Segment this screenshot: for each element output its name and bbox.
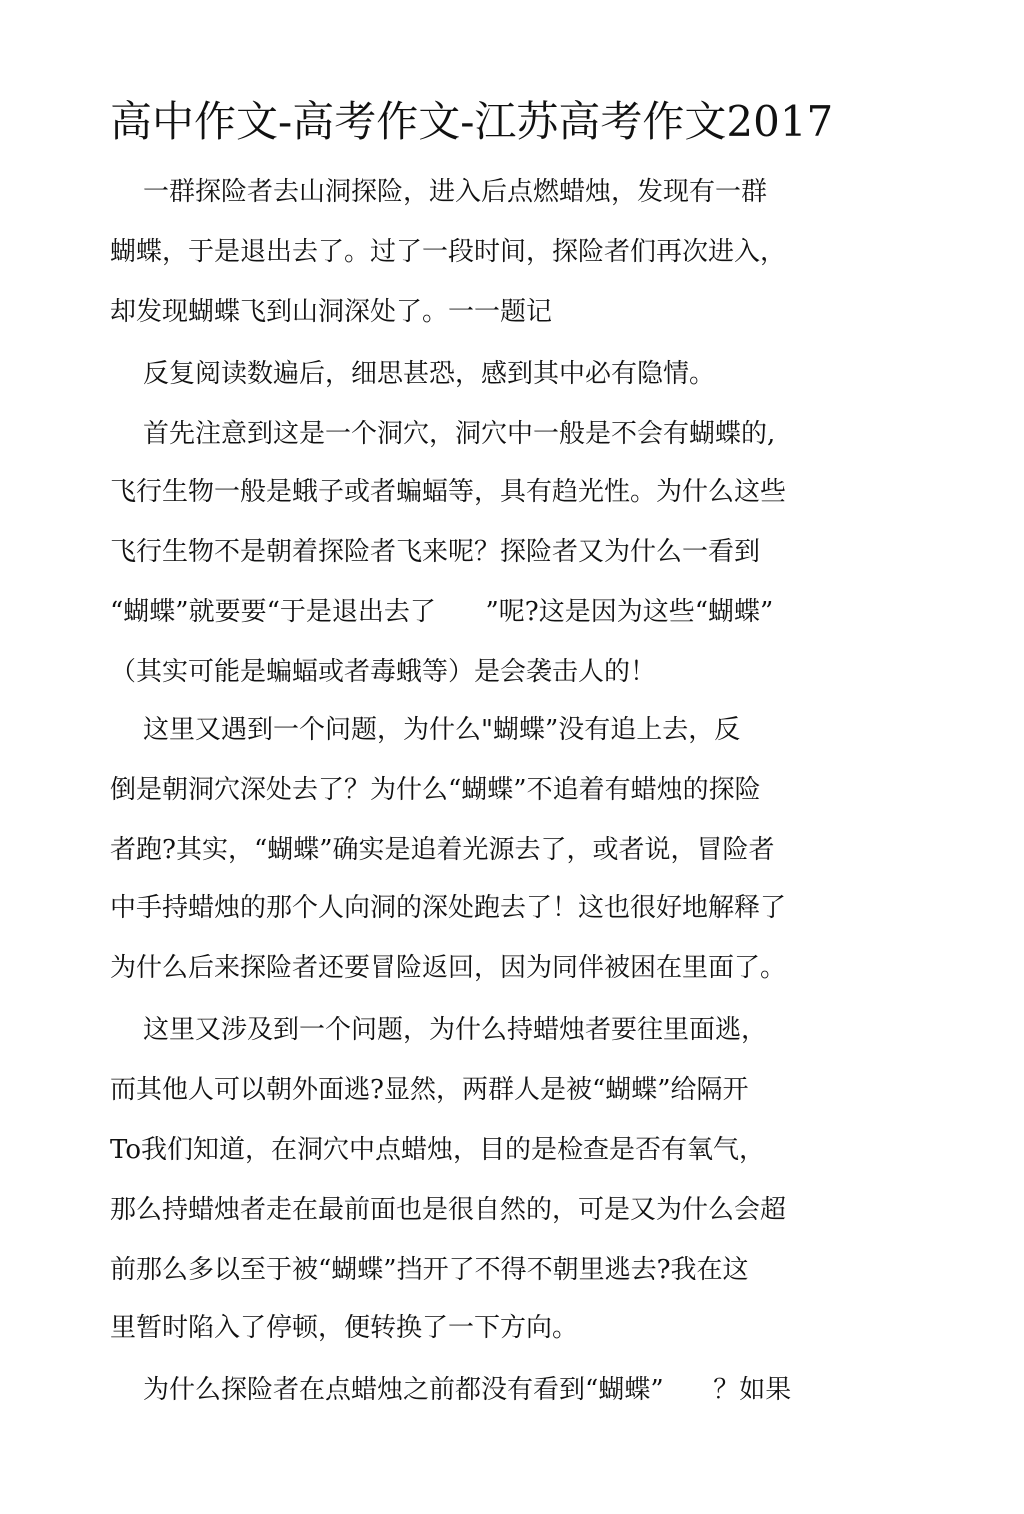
document-title: 高中作文-高考作文-江苏高考作文2017 xyxy=(110,97,834,146)
body-line: 这里又遇到一个问题，为什么"蝴蝶”没有追上去，反 xyxy=(110,715,741,745)
body-line: 飞行生物一般是蛾子或者蝙蝠等，具有趋光性。为什么这些 xyxy=(110,477,787,507)
body-line: 却发现蝴蝶飞到山洞深处了。一一题记 xyxy=(110,297,553,327)
body-line: 中手持蜡烛的那个人向洞的深处跑去了！这也很好地解释了 xyxy=(110,893,787,923)
body-line: 者跑?其实，“蝴蝶”确实是追着光源去了，或者说，冒险者 xyxy=(110,835,775,865)
body-line: 为什么探险者在点蜡烛之前都没有看到“蝴蝶” ？如果 xyxy=(110,1375,792,1405)
body-line: 首先注意到这是一个洞穴，洞穴中一般是不会有蝴蝶的, xyxy=(110,419,776,449)
body-line: “蝴蝶”就要要“于是退出去了 ”呢?这是因为这些“蝴蝶” xyxy=(110,597,774,627)
body-line: 这里又涉及到一个问题，为什么持蜡烛者要往里面逃， xyxy=(110,1015,768,1045)
body-line: 那么持蜡烛者走在最前面也是很自然的，可是又为什么会超 xyxy=(110,1195,787,1225)
body-line: 里暂时陷入了停顿，便转换了一下方向。 xyxy=(110,1313,579,1343)
body-line: （其实可能是蝙蝠或者毒蛾等）是会袭击人的！ xyxy=(110,657,657,687)
body-line: 蝴蝶，于是退出去了。过了一段时间，探险者们再次进入， xyxy=(110,237,787,267)
body-line: 为什么后来探险者还要冒险返回，因为同伴被困在里面了。 xyxy=(110,953,787,983)
body-line: 一群探险者去山洞探险，进入后点燃蜡烛，发现有一群 xyxy=(110,177,768,207)
body-line: 而其他人可以朝外面逃?显然，两群人是被“蝴蝶”给隔开 xyxy=(110,1075,749,1105)
body-line: 倒是朝洞穴深处去了？为什么“蝴蝶”不追着有蜡烛的探险 xyxy=(110,775,761,805)
body-line: To我们知道，在洞穴中点蜡烛，目的是检查是否有氧气， xyxy=(110,1135,765,1165)
body-line: 飞行生物不是朝着探险者飞来呢？探险者又为什么一看到 xyxy=(110,537,761,567)
body-line: 前那么多以至于被“蝴蝶”挡开了不得不朝里逃去?我在这 xyxy=(110,1255,749,1285)
body-line: 反复阅读数遍后，细思甚恐，感到其中必有隐情。 xyxy=(110,359,716,389)
